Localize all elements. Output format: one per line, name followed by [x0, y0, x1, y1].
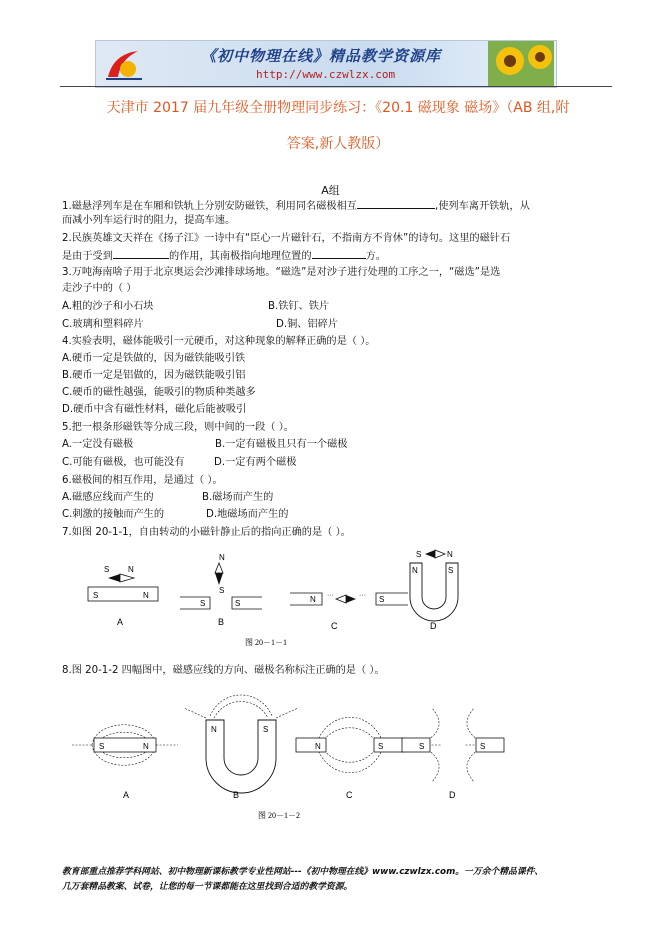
pole-label: S: [93, 591, 99, 600]
pole-label: N: [143, 591, 149, 600]
pole-label: N: [143, 742, 149, 751]
pole-label: S: [99, 742, 105, 751]
q4-line1: 4.实验表明，磁体能吸引一元硬币，对这种现象的解释正确的是（ ）。: [62, 336, 376, 347]
fig1-option-d: [410, 550, 458, 631]
header-banner: [95, 40, 557, 88]
footer-line1: 教育部重点推荐学科网站、初中物理新课标教学专业性网站---《初中物理在线》www.czwlzx.com。一万余个精品课件、: [62, 867, 544, 877]
q8-line1: 8.图 20-1-2 四幅图中，磁感应线的方向、磁极名称标注正确的是（ ）。: [62, 665, 385, 676]
q4-option-d[interactable]: D.硬币中含有磁性材料，磁化后能被吸引: [62, 404, 247, 415]
pole-label: S: [200, 599, 206, 608]
pole-label: S: [235, 599, 241, 608]
pole-label: S: [416, 550, 422, 559]
q6-option-d[interactable]: D.地磁场而产生的: [206, 509, 289, 520]
header-rule: [60, 86, 612, 87]
figure-20-1-2: [66, 690, 506, 825]
banner-title: 《初中物理在线》精品教学资源库: [201, 47, 442, 65]
fig2-label-b: B: [233, 790, 240, 800]
banner-url[interactable]: http://www.czwlzx.com: [256, 68, 396, 81]
pole-label: N: [310, 595, 316, 604]
section-heading: A组: [321, 184, 340, 197]
pole-label: N: [128, 565, 134, 574]
q2-text-b: 是由于受到: [62, 251, 113, 262]
svg-text:···: ···: [327, 592, 334, 599]
q5-option-c[interactable]: C.可能有磁极，也可能没有: [62, 457, 185, 468]
fig2-label-a: A: [123, 790, 130, 800]
q1-line1: [62, 198, 530, 213]
pole-label: S: [480, 742, 486, 751]
q3-option-d[interactable]: D.铜、铝碎片: [276, 319, 339, 330]
pole-label: N: [219, 553, 225, 562]
q4-option-b[interactable]: B.硬币一定是铝做的，因为磁铁能吸引铝: [62, 370, 246, 381]
sunflower-image: [488, 41, 554, 87]
fig1-label-d: D: [430, 621, 437, 631]
q3-option-a[interactable]: A.粗的沙子和小石块: [62, 301, 154, 312]
pole-label: N: [211, 725, 217, 734]
q2-line2: [62, 248, 386, 263]
pole-label: S: [219, 586, 225, 595]
doc-title-line1: 天津市 2017 届九年级全册物理同步练习：《20.1 磁现象 磁场》（AB 组,附: [106, 100, 570, 116]
fig1-option-b: [180, 553, 262, 627]
pole-label: N: [412, 566, 418, 575]
q6-line1: 6.磁极间的相互作用，是通过（ ）。: [62, 475, 223, 486]
pole-label: N: [315, 742, 321, 751]
fig2-option-c: [296, 738, 404, 800]
q4-option-c[interactable]: C.硬币的磁性越强，能吸引的物质种类越多: [62, 387, 256, 398]
q3-option-c[interactable]: C.玻璃和塑料碎片: [62, 319, 144, 330]
fig2-option-a: [94, 738, 156, 800]
q2-blank-2[interactable]: [312, 248, 366, 259]
q1-text-a: 1.磁悬浮列车是在车厢和铁轨上分别安防磁铁，利用同名磁极相互: [62, 201, 357, 212]
q6-option-b[interactable]: B.磁场而产生的: [202, 492, 274, 503]
q1-blank[interactable]: [357, 198, 435, 209]
fig1-label-a: A: [117, 617, 124, 627]
q4-option-a[interactable]: A.硬币一定是铁做的，因为磁铁能吸引铁: [62, 353, 246, 364]
q2-text-d: 方。: [365, 251, 386, 262]
q3-option-b[interactable]: B.铁钉、铁片: [268, 301, 330, 312]
doc-title-line2: 答案,新人教版）: [286, 136, 390, 152]
svg-text:···: ···: [359, 592, 366, 599]
pole-label: N: [447, 550, 453, 559]
footer-line2: 几万套精品教案、试卷，让您的每一节课都能在这里找到合适的教学资源。: [62, 882, 353, 892]
q5-option-d[interactable]: D.一定有两个磁极: [214, 457, 297, 468]
q1-text-b: ,使列车离开铁轨，从: [434, 201, 530, 212]
fig2-caption: 图 20－1－2: [258, 811, 300, 820]
q5-option-a[interactable]: A.一定没有磁极: [62, 439, 134, 450]
fig2-label-d: D: [449, 790, 456, 800]
site-logo-icon: [104, 47, 144, 81]
q6-option-c[interactable]: C.刺激的接触而产生的: [62, 509, 165, 520]
pole-label: S: [263, 725, 269, 734]
figure-20-1-1: [80, 545, 480, 650]
fig1-option-a: [88, 565, 158, 627]
q6-option-a[interactable]: A.磁感应线而产生的: [62, 492, 154, 503]
q5-option-b[interactable]: B.一定有磁极且只有一个磁极: [215, 439, 348, 450]
fig1-caption: 图 20－1－1: [245, 638, 287, 647]
pole-label: S: [378, 742, 384, 751]
fig2-option-b: [206, 720, 276, 800]
q1-line2: 而减小列车运行时的阻力，提高车速。: [62, 215, 236, 226]
q5-line1: 5.把一根条形磁铁等分成三段，则中间的一段（ ）。: [62, 422, 294, 433]
pole-label: S: [419, 742, 425, 751]
fig2-option-d: [402, 738, 504, 800]
fig1-label-b: B: [218, 617, 225, 627]
fig2-label-c: C: [346, 790, 353, 800]
pole-label: S: [104, 565, 110, 574]
q3-line1: 3.万吨海南啥子用于北京奥运会沙滩排球场地。“磁选”是对沙子进行处理的工序之一，“磁选”是选: [62, 267, 501, 278]
q2-blank-1[interactable]: [113, 248, 169, 259]
fig1-option-c: [290, 592, 408, 631]
q2-text-c: 的作用，其南极指向地理位置的: [168, 251, 312, 262]
fig1-label-c: C: [331, 621, 338, 631]
q3-line2: 走沙子中的（ ）: [62, 283, 137, 294]
q2-line1: 2.民族英雄文天祥在《扬子江》一诗中有“臣心一片磁针石，不指南方不肯休”的诗句。这里的磁针石: [62, 233, 511, 244]
pole-label: S: [379, 595, 385, 604]
pole-label: S: [448, 566, 454, 575]
q7-line1: 7.如图 20-1-1，自由转动的小磁针静止后的指向正确的是（ ）。: [62, 527, 351, 538]
